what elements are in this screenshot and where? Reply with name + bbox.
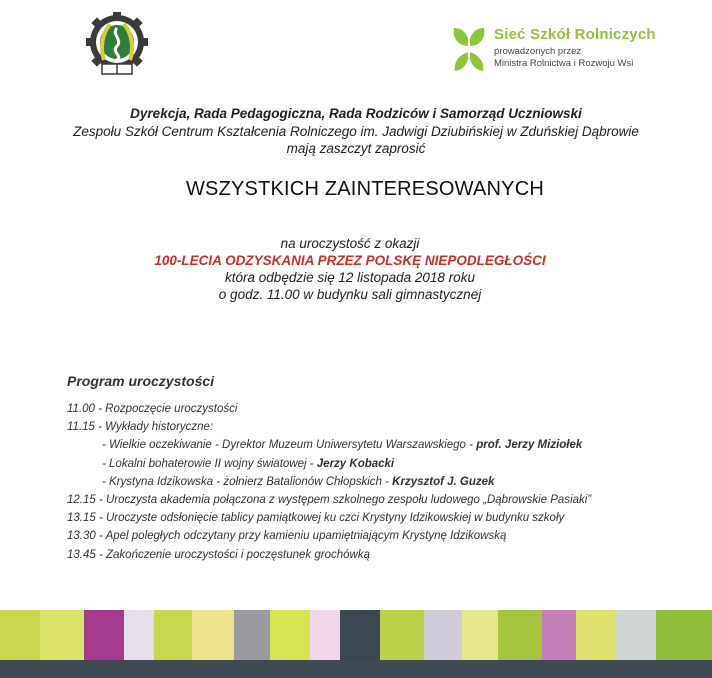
program-item [67, 546, 591, 564]
program-item [67, 473, 591, 491]
network-sub-line2: Ministra Rolnictwa i Rozwoju Wsi [494, 58, 634, 69]
program-item-text: 13.45 - Zakończenie uroczystości i poczęstunek grochówką [67, 548, 370, 561]
program-item-text: 11.00 - Rozpoczęcie uroczystości [67, 403, 238, 415]
stripe [616, 610, 656, 660]
network-logo [450, 24, 680, 76]
program-item-text: 12.15 - Uroczysta akademia połączona z występem szkolnego zespołu ludowego „Dąbrowskie Pasiaki” [67, 494, 592, 507]
header-line-1: Dyrekcja, Rada Pedagogiczna, Rada Rodziców i Samorząd Uczniowski [130, 106, 582, 121]
network-name: Sieć Szkół Rolniczych [494, 26, 656, 43]
header-line-3: mają zaszczyt zaprosić [286, 141, 426, 156]
stripe [192, 610, 234, 660]
occasion-line-1: na uroczystość z okazji [280, 236, 420, 251]
program-item [67, 418, 591, 436]
program-heading: Program uroczystości [67, 373, 215, 389]
program-item-text: - Wielkie oczekiwanie - Dyrektor Muzeum Uniwersytetu Warszawskiego - [102, 439, 477, 452]
program-item-text: 13.15 - Uroczyste odsłonięcie tablicy pamiątkowej ku czci Krystyny Idzikowskiej w budynku szkoły [67, 512, 565, 525]
stripe [462, 610, 498, 660]
stripe [270, 610, 310, 660]
stripe [542, 610, 576, 660]
program-item [67, 436, 591, 454]
program-item [67, 400, 591, 418]
stripe [576, 610, 616, 660]
program-item-text: 11.15 - Wykłady historyczne: [67, 421, 214, 434]
program-item-text: - Krystyna Idzikowska - żołnierz Batalionów Chłopskich - [102, 475, 393, 488]
stripe [656, 610, 712, 660]
invitation-title: WSZYSTKICH ZAINTERESOWANYCH [185, 178, 544, 200]
program-list [67, 400, 591, 564]
stripe [234, 610, 270, 660]
stripe [424, 610, 462, 660]
network-sub-line1: prowadzonych przez [494, 46, 582, 57]
stripe [310, 610, 340, 660]
program-item-speaker: Krzysztof J. Guzek [392, 475, 495, 488]
occasion-line-4: o godz. 11.00 w budynku sali gimnastycznej [218, 287, 482, 302]
program-item-speaker: Jerzy Kobacki [316, 457, 395, 470]
program-item-text: - Lokalni bohaterowie II wojny światowej - [102, 457, 317, 470]
program-item [67, 509, 591, 527]
program-item [67, 455, 591, 473]
stripe [498, 610, 542, 660]
header-line-2: Zespołu Szkół Centrum Kształcenia Rolniczego im. Jadwigi Dziubińskiej w Zduńskiej Dąbrowie [73, 124, 639, 139]
occasion-line-3: która odbędzie się 12 listopada 2018 roku [225, 270, 475, 285]
occasion-line-2: 100-LECIA ODZYSKANIA PRZEZ POLSKĘ NIEPODLEGŁOŚCI [154, 253, 546, 268]
program-item-text: 13.30 - Apel poległych odczytany przy kamieniu upamiętniającym Krystynę Idzikowską [67, 530, 507, 543]
stripe [154, 610, 192, 660]
bottom-bar [0, 660, 712, 678]
program-item-speaker: prof. Jerzy Miziołek [476, 439, 583, 452]
stripe [124, 610, 154, 660]
program-item [67, 491, 591, 509]
stripe [40, 610, 84, 660]
stripe [340, 610, 380, 660]
stripe [84, 610, 124, 660]
stripe [0, 610, 40, 660]
school-emblem-logo [84, 12, 150, 82]
stripe [380, 610, 424, 660]
decorative-stripes [0, 610, 712, 660]
program-item [67, 527, 591, 545]
leaf-icon [450, 24, 488, 74]
